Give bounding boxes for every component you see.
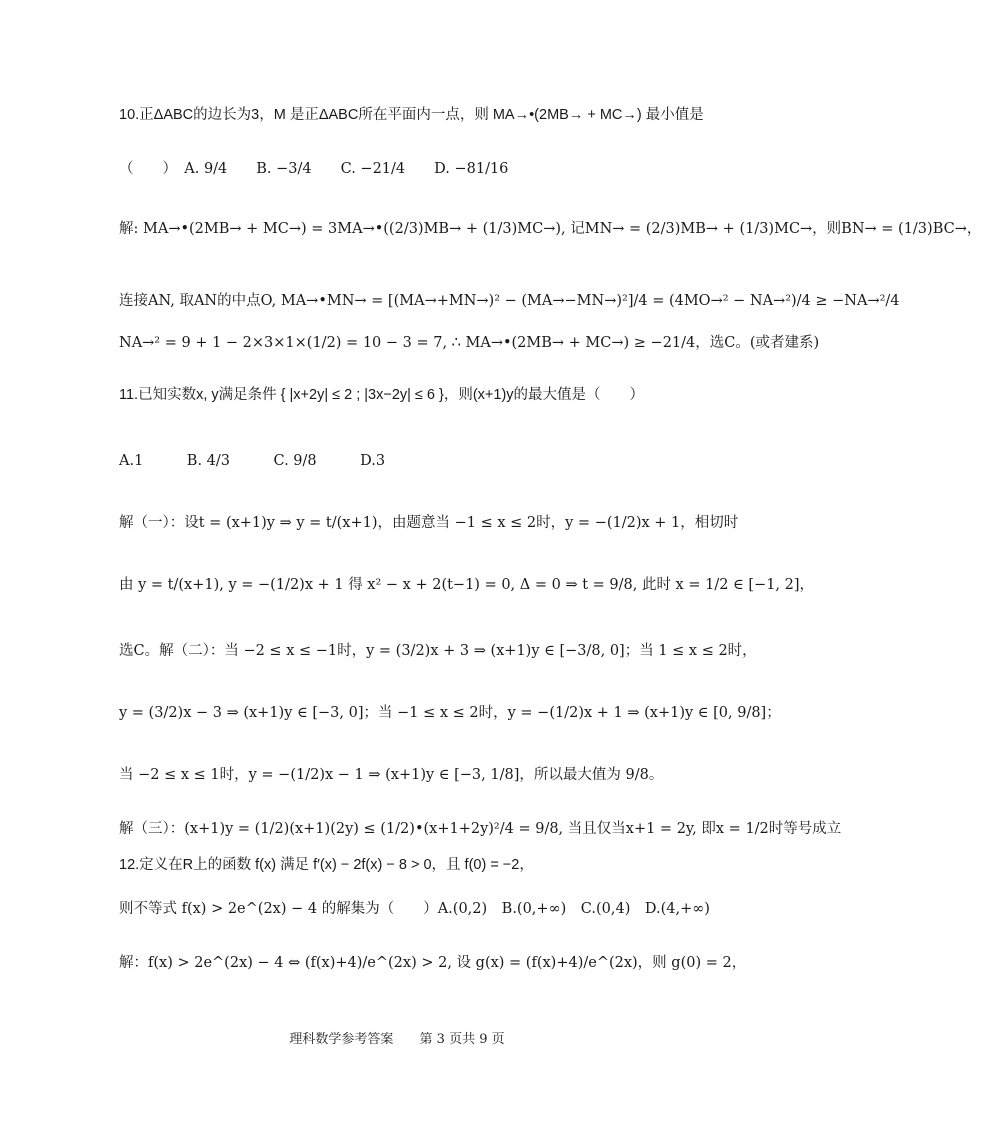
solution-11-line-3: 选C。解（二）：当 −2 ≤ x ≤ −1时，y = (3/2)x + 3 ⇒ (x+1)y ∈ [−3/8, 0]；当 1 ≤ x ≤ 2时，: [119, 643, 757, 659]
solution-10-line-1: 解: MA→•(2MB→ + MC→) = 3MA→•((2/3)MB→ + (1/3)MC→), 记MN→ = (2/3)MB→ + (1/3)MC→，则BN→ = (1/3)BC→，: [119, 221, 981, 237]
problem-10-statement: 10.正ΔABC的边长为3，M 是正ΔABC所在平面内一点，则 MA→•(2MB→ + MC→) 最小值是: [119, 107, 704, 123]
solution-10-line-2: 连接AN, 取AN的中点O, MA→•MN→ = [(MA→+MN→)² − (MA→−MN→)²]/4 = (4MO→² − NA→²)/4 ≥ −NA→²/4: [119, 293, 900, 309]
solution-11-line-6: 解（三）：(x+1)y = (1/2)(x+1)(2y) ≤ (1/2)•(x+1+2y)²/4 = 9/8, 当且仅当x+1 = 2y, 即x = 1/2时等号成立: [119, 821, 842, 837]
problem-10-options: （ ） A. 9/4 B. −3/4 C. −21/4 D. −81/16: [119, 161, 509, 177]
problem-11-statement: 11.已知实数x, y满足条件 { |x+2y| ≤ 2 ; |3x−2y| ≤ 6 }，则(x+1)y的最大值是（ ）: [119, 387, 645, 403]
solution-11-line-1: 解（一）：设t = (x+1)y ⇒ y = t/(x+1)，由题意当 −1 ≤ x ≤ 2时，y = −(1/2)x + 1，相切时: [119, 515, 739, 531]
solution-11-line-2: 由 y = t/(x+1), y = −(1/2)x + 1 得 x² − x + 2(t−1) = 0, Δ = 0 ⇒ t = 9/8, 此时 x = 1/2 ∈ [−1, 2]，: [119, 577, 815, 593]
solution-10-line-3: NA→² = 9 + 1 − 2×3×1×(1/2) = 10 − 3 = 7, ∴ MA→•(2MB→ + MC→) ≥ −21/4，选C。(或者建系): [119, 335, 820, 351]
problem-11-options: A.1 B. 4/3 C. 9/8 D.3: [119, 453, 386, 469]
footer-page-number: 第 3 页共 9 页: [419, 1032, 505, 1047]
solution-11-line-5: 当 −2 ≤ x ≤ 1时，y = −(1/2)x − 1 ⇒ (x+1)y ∈ [−3, 1/8]，所以最大值为 9/8。: [119, 767, 664, 783]
problem-12-statement: 12.定义在R上的函数 f(x) 满足 f′(x) − 2f(x) − 8 > 0，且 f(0) = −2，: [119, 857, 534, 873]
footer-subject: 理科数学参考答案: [289, 1032, 394, 1047]
page-footer: [0, 1028, 794, 1047]
solution-11-line-4: y = (3/2)x − 3 ⇒ (x+1)y ∈ [−3, 0]；当 −1 ≤ x ≤ 2时，y = −(1/2)x + 1 ⇒ (x+1)y ∈ [0, 9/8]；: [119, 705, 781, 721]
problem-12-question: 则不等式 f(x) > 2e^(2x) − 4 的解集为（ ）A.(0,2) B.(0,+∞) C.(0,4) D.(4,+∞): [119, 901, 710, 917]
solution-12-line-1: 解：f(x) > 2e^(2x) − 4 ⇔ (f(x)+4)/e^(2x) > 2, 设 g(x) = (f(x)+4)/e^(2x)，则 g(0) = 2，: [119, 955, 747, 971]
